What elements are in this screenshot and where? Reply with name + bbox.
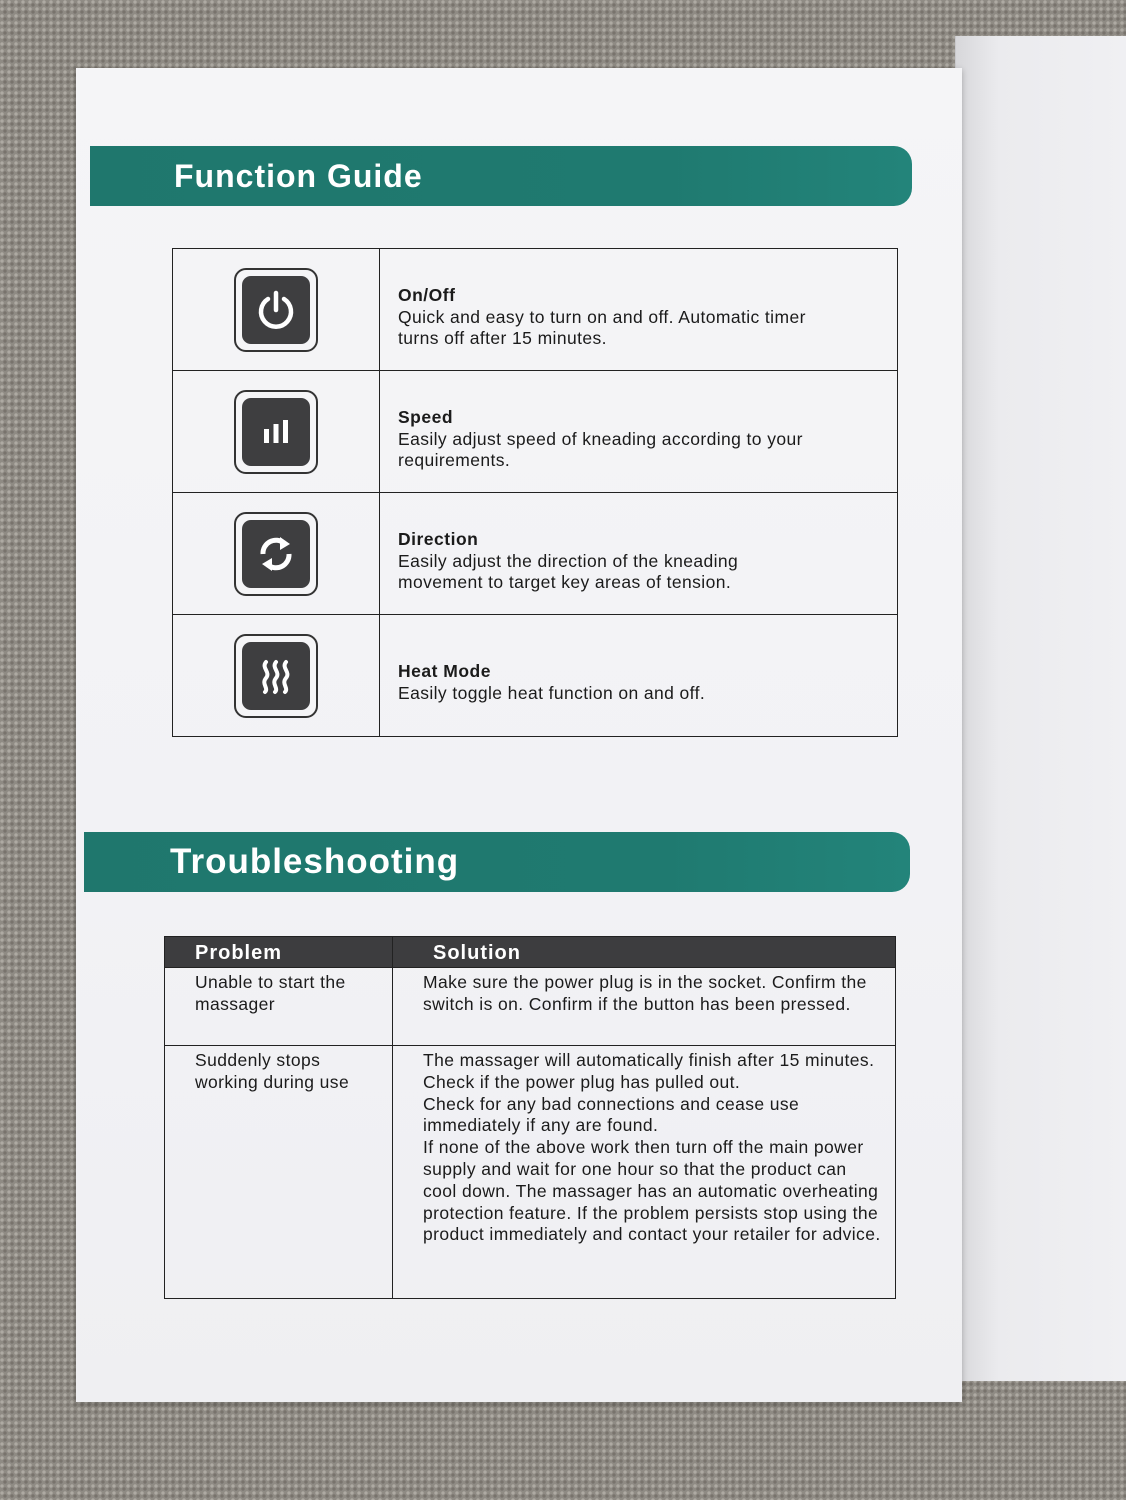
function-row: [173, 371, 897, 493]
troubleshooting-title: Troubleshooting: [170, 842, 460, 881]
function-guide-header: [90, 146, 912, 206]
problem-cell: Suddenly stops working during use: [165, 1046, 393, 1298]
function-title: Heat Mode: [398, 661, 491, 681]
solution-line: Make sure the power plug is in the socket. Confirm the switch is on. Confirm if the button has been pressed.: [423, 972, 867, 1014]
function-guide-table: [172, 248, 898, 737]
function-text-cell: [380, 615, 897, 736]
heat-waves-icon: [234, 634, 318, 718]
function-description: Easily toggle heat function on and off.: [398, 683, 706, 703]
solution-line: Check if the power plug has pulled out.: [423, 1071, 741, 1092]
table-header-row: [165, 937, 895, 967]
table-row: [165, 1045, 895, 1298]
function-description: Easily adjust the direction of the kneading movement to target key areas of tension.: [398, 550, 739, 592]
direction-arrows-icon: [234, 512, 318, 596]
function-guide-title: Function Guide: [174, 157, 423, 194]
problem-cell: Unable to start the massager: [165, 968, 393, 1045]
function-row: [173, 493, 897, 615]
adjacent-page: [955, 36, 1126, 1381]
solution-column-header: Solution: [433, 942, 521, 964]
power-icon: [234, 268, 318, 352]
function-description: Easily adjust speed of kneading according to your requirements.: [398, 428, 803, 470]
function-row: [173, 249, 897, 371]
function-title: On/Off: [398, 284, 456, 305]
troubleshooting-header: [84, 832, 910, 892]
solution-line: If none of the above work then turn off the main power supply and wait for one hour so that the product can cool down. The massager has an automatic overheating protection feature. If the problem persists stop using the product immediately and contact your retailer for advice.: [423, 1137, 881, 1245]
function-icon-cell: [173, 249, 380, 370]
solution-cell: [393, 1046, 895, 1298]
function-text-cell: [380, 493, 897, 614]
function-text-cell: [380, 371, 897, 492]
function-icon-cell: [173, 615, 380, 736]
manual-page: [76, 68, 962, 1402]
function-title: Speed: [398, 406, 454, 427]
troubleshooting-table: [164, 936, 896, 1299]
function-icon-cell: [173, 493, 380, 614]
function-description: Quick and easy to turn on and off. Automatic timer turns off after 15 minutes.: [398, 306, 806, 348]
function-title: Direction: [398, 528, 479, 549]
function-icon-cell: [173, 371, 380, 492]
speed-bars-icon: [234, 390, 318, 474]
problem-column-header: Problem: [165, 937, 393, 967]
solution-line: Check for any bad connections and cease use immediately if any are found.: [423, 1093, 800, 1136]
solution-line: The massager will automatically finish after 15 minutes.: [423, 1050, 875, 1070]
solution-cell: [393, 968, 895, 1045]
table-row: [165, 967, 895, 1045]
function-row: [173, 615, 897, 736]
function-text-cell: [380, 249, 897, 370]
